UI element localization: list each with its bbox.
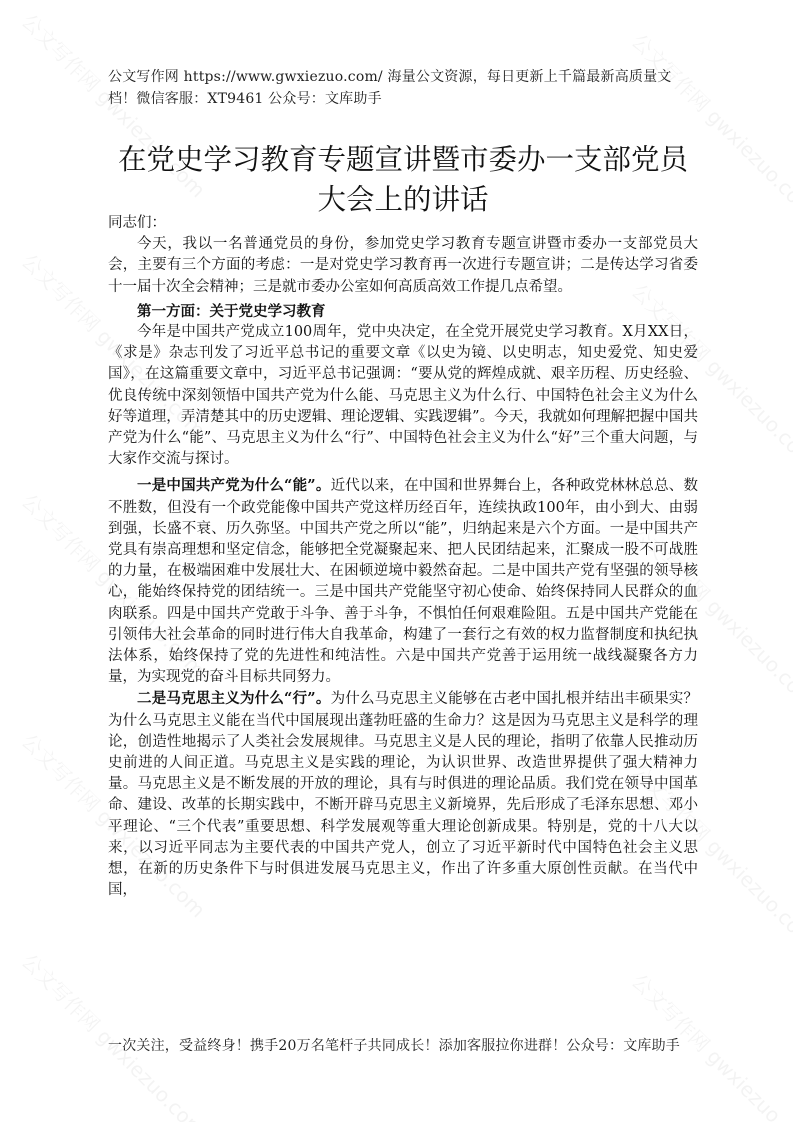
title-line-1: 在党史学习教育专题宣讲暨市委办一支部党员 [117, 143, 688, 176]
header-note: 公文写作网 https://www.gwxiezuo.com/ 海量公文资源，每日更新上千篇最新高质量文档！微信客服：XT9461 公众号：文库助手 [108, 69, 672, 107]
document-title [108, 140, 698, 220]
title-line-2: 大会上的讲话 [317, 183, 489, 216]
salutation: 同志们： [108, 215, 166, 231]
point-two-body: 为什么马克思主义能够在古老中国扎根并结出丰硕果实？为什么马克思主义能在当代中国展现出蓬勃旺盛的生命力？这是因为马克思主义是科学的理论，创造性地揭示了人类社会发展规律。马克思主义是人民的理论，指明了依靠人民推动历史前进的人间正道。马克思主义是实践的理论，为认识世界、改造世界提供了强大精神力量。马克思主义是不断发展的开放的理论，具有与时俱进的理论品质。我们党在领导中国革命、建设、改革的长期实践中，不断开辟马克思主义新境界，先后形成了毛泽东思想、邓小平理论、“三个代表”重要思想、科学发展观等重大理论创新成果。特别是，党的十八大以来，以习近平同志为主要代表的中国共产党人，创立了习近平新时代中国特色社会主义思想，在新的历史条件下与时俱进发展马克思主义，作出了许多重大原创性贡献。在当代中国， [108, 691, 698, 899]
section-paragraph: 今年是中国共产党成立100周年，党中央决定，在全党开展党史学习教育。X月XX日，《求是》杂志刊发了习近平总书记的重要文章《以史为镜、以史明志，知史爱党、知史爱国》，在这篇重要文章中，习近平总书记强调：“要从党的辉煌成就、艰辛历程、历史经验、优良传统中深刻领悟中国共产党为什么能、马克思主义为什么行、中国特色社会主义为什么好等道理，弄清楚其中的历史逻辑、理论逻辑、实践逻辑”。今天，我就如何理解把握中国共产党为什么“能”、马克思主义为什么“行”、中国特色社会主义为什么“好”三个重大问题，与大家作交流与探讨。 [108, 324, 698, 468]
point-one-paragraph [108, 475, 698, 688]
point-two-paragraph [108, 688, 698, 901]
intro-paragraph: 今天，我以一名普通党员的身份，参加党史学习教育专题宣讲暨市委办一支部党员大会，主要有三个方面的考虑：一是对党史学习教育再一次进行专题宣讲；二是传达学习省委十一届十次全会精神；三是就市委办公室如何高质高效工作提几点希望。 [108, 236, 698, 295]
document-body [108, 213, 698, 902]
section-heading: 第一方面：关于党史学习教育 [137, 302, 326, 320]
point-two-lead: 二是马克思主义为什么“行”。 [137, 690, 331, 708]
point-one-lead: 一是中国共产党为什么“能”。 [137, 477, 331, 495]
footer-note: 一次关注，受益终身！携手20万名笔杆子共同成长！添加客服拉你进群！公众号：文库助手 [108, 1038, 681, 1054]
point-one-body: 近代以来，在中国和世界舞台上，各种政党林林总总、数不胜数，但没有一个政党能像中国共产党这样历经百年，连续执政100年，由小到大、由弱到强，长盛不衰、历久弥坚。中国共产党之所以“能”，归纳起来是六个方面。一是中国共产党具有崇高理想和坚定信念，能够把全党凝聚起来、把人民团结起来，汇聚成一股不可战胜的力量，在极端困难中发展壮大、在困顿逆境中毅然奋起。二是中国共产党有坚强的领导核心，能始终保持党的团结统一。三是中国共产党能坚守初心使命、始终保持同人民群众的血肉联系。四是中国共产党敢于斗争、善于斗争，不惧怕任何艰难险阻。五是中国共产党能在引领伟大社会革命的同时进行伟大自我革命，构建了一套行之有效的权力监督制度和执纪执法体系，始终保持了党的先进性和纯洁性。六是中国共产党善于运用统一战线凝聚各方力量，为实现党的奋斗目标共同努力。 [108, 478, 698, 686]
